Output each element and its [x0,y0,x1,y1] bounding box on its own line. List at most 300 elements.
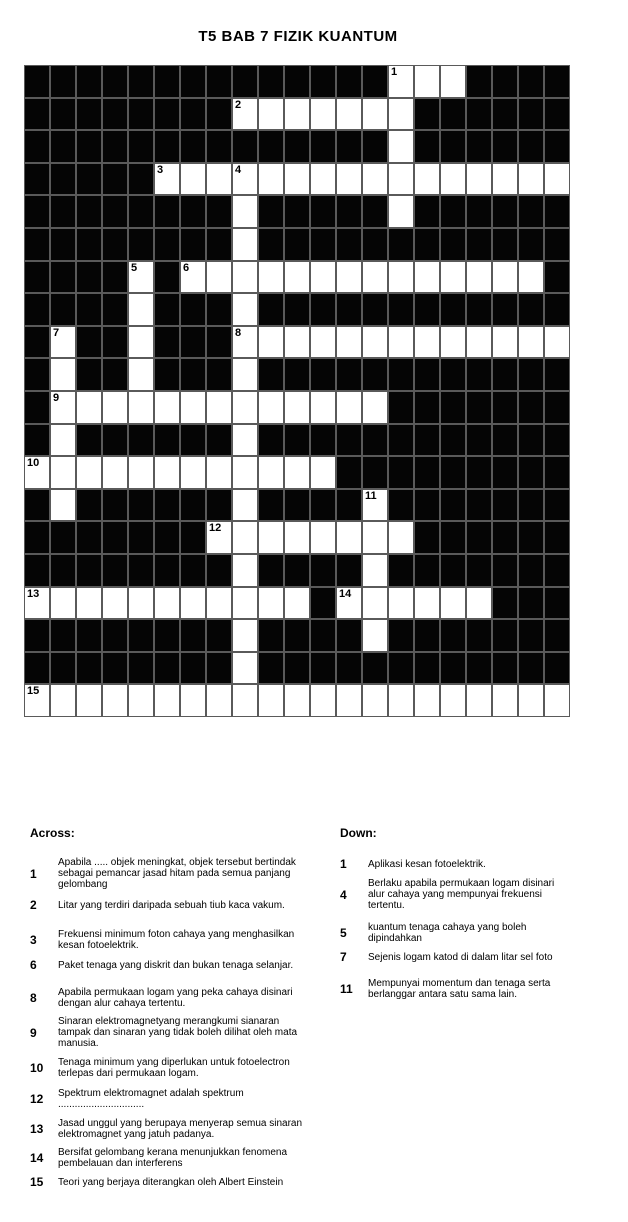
answer-cell[interactable] [128,684,154,717]
blocked-cell [128,424,154,456]
answer-cell[interactable] [362,619,388,652]
answer-cell[interactable] [102,684,128,717]
blocked-cell [466,130,492,163]
blocked-cell [362,424,388,456]
blocked-cell [284,652,310,684]
answer-cell[interactable] [232,456,258,489]
blocked-cell [284,554,310,587]
answer-cell[interactable] [284,98,310,130]
answer-cell[interactable] [466,163,492,195]
blocked-cell [440,98,466,130]
blocked-cell [492,391,518,424]
answer-cell[interactable] [180,163,206,195]
answer-cell[interactable] [310,456,336,489]
answer-cell[interactable] [180,684,206,717]
blocked-cell [492,293,518,326]
blocked-cell [180,619,206,652]
page-title: T5 BAB 7 FIZIK KUANTUM [198,28,398,45]
answer-cell[interactable] [284,163,310,195]
answer-cell[interactable] [466,684,492,717]
blocked-cell [258,358,284,391]
blocked-cell [336,195,362,228]
answer-cell[interactable] [206,684,232,717]
blocked-cell [180,652,206,684]
answer-cell[interactable] [258,326,284,358]
blocked-cell [128,521,154,554]
blocked-cell [102,195,128,228]
answer-cell[interactable] [154,587,180,619]
answer-cell[interactable] [362,163,388,195]
answer-cell[interactable] [232,391,258,424]
answer-cell[interactable] [388,521,414,554]
answer-cell[interactable] [102,391,128,424]
blocked-cell [102,424,128,456]
clue-text: Jasad unggul yang berupaya menyerap semua sinaran elektromagnet yang jatuh padanya. [58,1118,303,1140]
answer-cell[interactable] [440,163,466,195]
blocked-cell [154,65,180,98]
answer-cell[interactable] [24,587,50,619]
answer-cell[interactable] [232,228,258,261]
answer-cell[interactable] [180,391,206,424]
answer-cell[interactable] [180,587,206,619]
blocked-cell [440,456,466,489]
answer-cell[interactable] [414,326,440,358]
blocked-cell [466,652,492,684]
clue-text: Bersifat gelombang kerana menunjukkan fenomena pembelauan dan interferens [58,1147,288,1169]
answer-cell[interactable] [50,587,76,619]
blocked-cell [102,554,128,587]
answer-cell[interactable] [544,163,570,195]
blocked-cell [102,163,128,195]
answer-cell[interactable] [206,587,232,619]
across-clue [24,1175,308,1189]
blocked-cell [310,619,336,652]
clue-text: Frekuensi minimum foton cahaya yang menghasilkan kesan fotoelektrik. [58,929,295,951]
blocked-cell [388,456,414,489]
blocked-cell [544,424,570,456]
answer-cell[interactable] [50,684,76,717]
blocked-cell [284,195,310,228]
answer-cell[interactable] [388,195,414,228]
answer-cell[interactable] [232,293,258,326]
blocked-cell [102,489,128,521]
blocked-cell [24,358,50,391]
answer-cell[interactable] [76,391,102,424]
answer-cell[interactable] [258,98,284,130]
answer-cell[interactable] [388,326,414,358]
blocked-cell [102,652,128,684]
blocked-cell [440,130,466,163]
answer-cell[interactable] [206,521,232,554]
blocked-cell [180,228,206,261]
blocked-cell [24,65,50,98]
answer-cell[interactable] [206,456,232,489]
answer-cell[interactable] [232,261,258,293]
blocked-cell [128,489,154,521]
blocked-cell [544,391,570,424]
blocked-cell [544,619,570,652]
blocked-cell [518,195,544,228]
blocked-cell [466,521,492,554]
answer-cell[interactable] [258,456,284,489]
blocked-cell [310,489,336,521]
blocked-cell [206,424,232,456]
blocked-cell [440,195,466,228]
blocked-cell [414,554,440,587]
answer-cell[interactable] [336,521,362,554]
blocked-cell [154,293,180,326]
blocked-cell [544,456,570,489]
answer-cell[interactable] [388,98,414,130]
clue-text: Sejenis logam katod di dalam litar sel foto [368,951,553,963]
answer-cell[interactable] [284,684,310,717]
blocked-cell [180,195,206,228]
blocked-cell [128,98,154,130]
answer-cell[interactable] [440,261,466,293]
answer-cell[interactable] [336,391,362,424]
blocked-cell [76,521,102,554]
answer-cell[interactable] [128,358,154,391]
blocked-cell [362,130,388,163]
answer-cell[interactable] [336,98,362,130]
answer-cell[interactable] [232,195,258,228]
blocked-cell [128,163,154,195]
answer-cell[interactable] [336,326,362,358]
answer-cell[interactable] [440,587,466,619]
blocked-cell [232,130,258,163]
answer-cell[interactable] [232,98,258,130]
blocked-cell [128,130,154,163]
down-heading: Down: [340,826,377,840]
blocked-cell [284,293,310,326]
blocked-cell [388,424,414,456]
blocked-cell [102,358,128,391]
answer-cell[interactable] [76,587,102,619]
blocked-cell [102,293,128,326]
blocked-cell [180,489,206,521]
answer-cell[interactable] [232,652,258,684]
answer-cell[interactable] [518,261,544,293]
answer-cell[interactable] [518,684,544,717]
answer-cell[interactable] [310,684,336,717]
blocked-cell [24,293,50,326]
blocked-cell [76,554,102,587]
answer-cell[interactable] [362,391,388,424]
blocked-cell [154,98,180,130]
clue-text: Paket tenaga yang diskrit dan bukan tenaga selanjar. [58,959,294,971]
answer-cell[interactable] [336,587,362,619]
answer-cell[interactable] [232,554,258,587]
blocked-cell [310,65,336,98]
answer-cell[interactable] [50,358,76,391]
answer-cell[interactable] [518,163,544,195]
blocked-cell [492,228,518,261]
answer-cell[interactable] [154,684,180,717]
blocked-cell [362,358,388,391]
answer-cell[interactable] [258,684,284,717]
answer-cell[interactable] [544,326,570,358]
blocked-cell [76,98,102,130]
answer-cell[interactable] [154,163,180,195]
answer-cell[interactable] [388,163,414,195]
blocked-cell [518,424,544,456]
answer-cell[interactable] [466,261,492,293]
clue-number: 3 [30,933,37,947]
answer-cell[interactable] [232,424,258,456]
answer-cell[interactable] [232,358,258,391]
answer-cell[interactable] [102,456,128,489]
answer-cell[interactable] [128,293,154,326]
answer-cell[interactable] [206,391,232,424]
blocked-cell [258,130,284,163]
answer-cell[interactable] [414,163,440,195]
answer-cell[interactable] [180,261,206,293]
blocked-cell [336,358,362,391]
answer-cell[interactable] [362,326,388,358]
down-clue [334,978,558,1000]
blocked-cell [336,293,362,326]
blocked-cell [466,65,492,98]
blocked-cell [76,358,102,391]
answer-cell[interactable] [258,261,284,293]
blocked-cell [50,163,76,195]
blocked-cell [518,521,544,554]
answer-cell[interactable] [128,326,154,358]
answer-cell[interactable] [232,521,258,554]
blocked-cell [258,489,284,521]
blocked-cell [310,587,336,619]
across-clue [24,987,308,1009]
clue-text: Berlaku apabila permukaan logam disinari alur cahaya yang mempunyai frekuensi tertentu. [368,878,555,911]
clue-text: Spektrum elektromagnet adalah spektrum ............................... [58,1088,244,1110]
blocked-cell [154,261,180,293]
blocked-cell [310,195,336,228]
answer-cell[interactable] [284,521,310,554]
blocked-cell [440,619,466,652]
blocked-cell [362,65,388,98]
answer-cell[interactable] [362,521,388,554]
answer-cell[interactable] [128,587,154,619]
clue-text: Sinaran elektromagnetyang merangkumi sianaran tampak dan sinaran yang tidak boleh dilihat oleh mata manusia. [58,1016,298,1049]
answer-cell[interactable] [362,554,388,587]
answer-cell[interactable] [362,261,388,293]
answer-cell[interactable] [388,587,414,619]
answer-cell[interactable] [336,261,362,293]
blocked-cell [24,424,50,456]
answer-cell[interactable] [310,326,336,358]
blocked-cell [102,619,128,652]
blocked-cell [414,293,440,326]
answer-cell[interactable] [232,326,258,358]
cell-number: 2 [235,99,242,111]
answer-cell[interactable] [414,587,440,619]
cell-number: 4 [235,164,242,176]
blocked-cell [102,261,128,293]
blocked-cell [284,489,310,521]
blocked-cell [50,65,76,98]
blocked-cell [466,619,492,652]
answer-cell[interactable] [492,684,518,717]
blocked-cell [492,587,518,619]
answer-cell[interactable] [414,65,440,98]
blocked-cell [440,521,466,554]
down-clue [334,922,558,944]
blocked-cell [24,554,50,587]
blocked-cell [50,228,76,261]
answer-cell[interactable] [232,489,258,521]
answer-cell[interactable] [310,521,336,554]
blocked-cell [76,326,102,358]
answer-cell[interactable] [180,456,206,489]
blocked-cell [76,228,102,261]
answer-cell[interactable] [102,587,128,619]
answer-cell[interactable] [362,489,388,521]
answer-cell[interactable] [128,261,154,293]
answer-cell[interactable] [50,391,76,424]
answer-cell[interactable] [544,684,570,717]
blocked-cell [154,521,180,554]
answer-cell[interactable] [232,163,258,195]
blocked-cell [154,358,180,391]
answer-cell[interactable] [310,391,336,424]
blocked-cell [206,652,232,684]
blocked-cell [492,554,518,587]
clue-number: 6 [30,958,37,972]
answer-cell[interactable] [362,684,388,717]
cell-number: 15 [27,685,40,697]
answer-cell[interactable] [466,587,492,619]
blocked-cell [206,554,232,587]
answer-cell[interactable] [492,326,518,358]
answer-cell[interactable] [232,619,258,652]
blocked-cell [466,195,492,228]
answer-cell[interactable] [414,684,440,717]
clue-text: Tenaga minimum yang diperlukan untuk fotoelectron terlepas dari permukaan logam. [58,1057,290,1079]
blocked-cell [518,228,544,261]
answer-cell[interactable] [128,391,154,424]
answer-cell[interactable] [258,587,284,619]
blocked-cell [518,489,544,521]
blocked-cell [76,163,102,195]
clue-text: Apabila ..... objek meningkat, objek tersebut bertindak sebagai pemancar jasad hitam pada semua panjang gelombang [58,857,296,890]
blocked-cell [258,619,284,652]
answer-cell[interactable] [258,391,284,424]
answer-cell[interactable] [336,684,362,717]
answer-cell[interactable] [154,391,180,424]
answer-cell[interactable] [388,65,414,98]
answer-cell[interactable] [362,98,388,130]
blocked-cell [76,293,102,326]
blocked-cell [518,293,544,326]
answer-cell[interactable] [232,587,258,619]
answer-cell[interactable] [336,163,362,195]
answer-cell[interactable] [492,163,518,195]
answer-cell[interactable] [128,456,154,489]
blocked-cell [362,652,388,684]
clue-number: 12 [30,1092,44,1106]
blocked-cell [414,521,440,554]
blocked-cell [102,130,128,163]
blocked-cell [466,293,492,326]
answer-cell[interactable] [414,261,440,293]
down-clue [334,857,558,871]
answer-cell[interactable] [258,163,284,195]
clue-text: Litar yang terdiri daripada sebuah tiub kaca vakum. [58,899,285,911]
answer-cell[interactable] [232,684,258,717]
answer-cell[interactable] [50,424,76,456]
answer-cell[interactable] [310,261,336,293]
clue-number: 13 [30,1122,44,1136]
answer-cell[interactable] [24,456,50,489]
answer-cell[interactable] [50,326,76,358]
blocked-cell [310,554,336,587]
answer-cell[interactable] [76,684,102,717]
blocked-cell [76,195,102,228]
answer-cell[interactable] [50,456,76,489]
blocked-cell [544,652,570,684]
answer-cell[interactable] [284,326,310,358]
answer-cell[interactable] [466,326,492,358]
blocked-cell [414,130,440,163]
blocked-cell [492,65,518,98]
answer-cell[interactable] [492,261,518,293]
answer-cell[interactable] [388,261,414,293]
answer-cell[interactable] [284,456,310,489]
blocked-cell [466,554,492,587]
blocked-cell [518,130,544,163]
blocked-cell [310,358,336,391]
cell-number: 11 [365,490,377,502]
answer-cell[interactable] [310,98,336,130]
blocked-cell [388,619,414,652]
blocked-cell [180,554,206,587]
answer-cell[interactable] [440,65,466,98]
blocked-cell [128,65,154,98]
answer-cell[interactable] [76,456,102,489]
answer-cell[interactable] [154,456,180,489]
blocked-cell [544,98,570,130]
blocked-cell [310,424,336,456]
blocked-cell [440,391,466,424]
answer-cell[interactable] [284,391,310,424]
answer-cell[interactable] [284,587,310,619]
blocked-cell [336,424,362,456]
blocked-cell [414,652,440,684]
blocked-cell [388,228,414,261]
answer-cell[interactable] [50,489,76,521]
clue-text: kuantum tenaga cahaya yang boleh dipindahkan [368,922,527,944]
crossword-grid [24,65,570,717]
clue-number: 8 [30,991,37,1005]
answer-cell[interactable] [440,684,466,717]
answer-cell[interactable] [24,684,50,717]
answer-cell[interactable] [258,521,284,554]
answer-cell[interactable] [518,326,544,358]
answer-cell[interactable] [388,684,414,717]
blocked-cell [336,489,362,521]
answer-cell[interactable] [362,587,388,619]
answer-cell[interactable] [310,163,336,195]
answer-cell[interactable] [206,163,232,195]
cell-number: 7 [53,327,60,339]
answer-cell[interactable] [388,130,414,163]
blocked-cell [388,293,414,326]
blocked-cell [414,424,440,456]
answer-cell[interactable] [284,261,310,293]
blocked-cell [180,98,206,130]
answer-cell[interactable] [206,261,232,293]
answer-cell[interactable] [440,326,466,358]
